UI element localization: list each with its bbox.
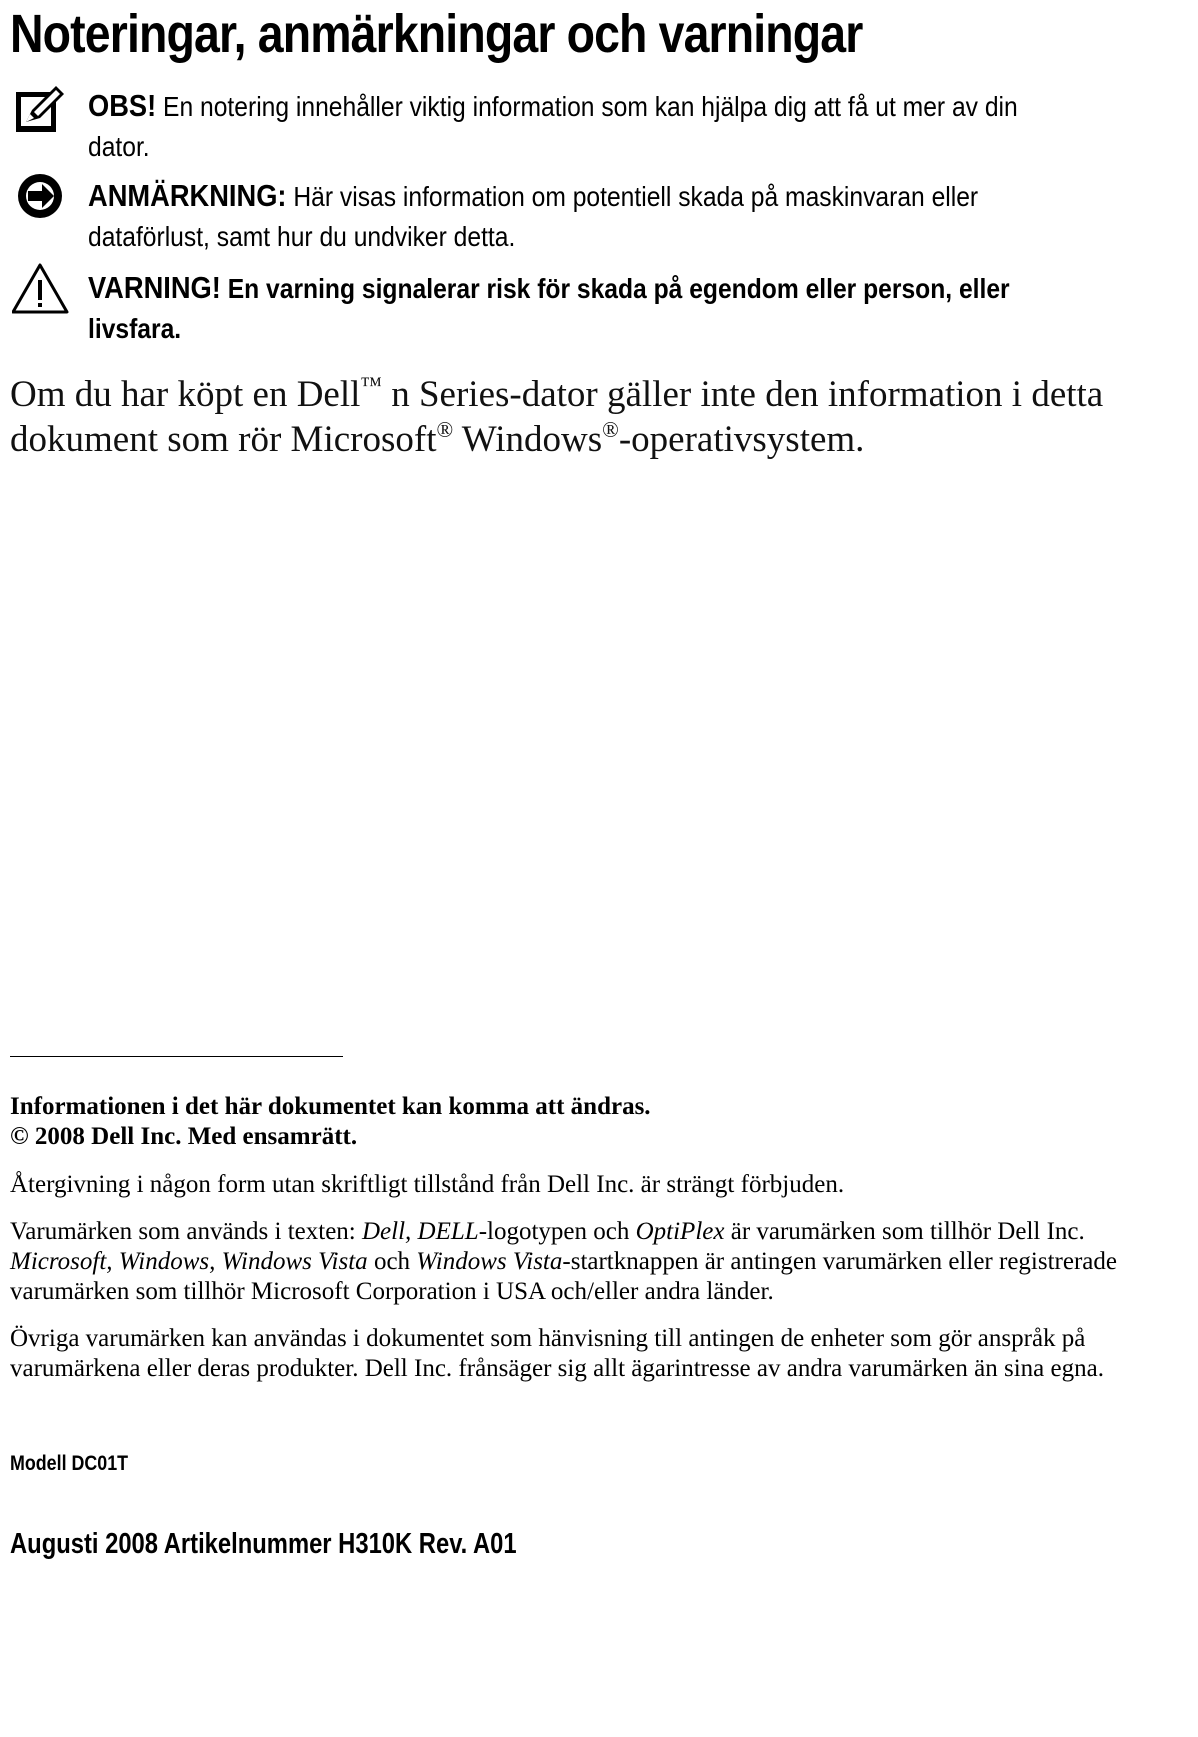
trademark-text: och bbox=[367, 1248, 417, 1275]
trademark-text: , bbox=[106, 1248, 119, 1275]
trademarks-paragraph bbox=[10, 1217, 1190, 1307]
varning-notice bbox=[8, 262, 1188, 342]
page-title: Noteringar, anmärkningar och varningar bbox=[10, 4, 863, 64]
trademark-windows-vista: Windows Vista bbox=[416, 1248, 563, 1275]
warning-triangle-icon bbox=[12, 262, 72, 318]
reproduction-notice: Återgivning i någon form utan skriftligt tillstånd från Dell Inc. är strängt förbjuden. bbox=[10, 1171, 845, 1198]
trademark-windows: Windows bbox=[118, 1248, 210, 1275]
registered-symbol: ® bbox=[602, 417, 619, 442]
trademark-dell-logo: DELL bbox=[417, 1218, 479, 1245]
article-number: Augusti 2008 Artikelnummer H310K Rev. A01 bbox=[10, 1528, 517, 1560]
trademark-text: Varumärken som används i texten: bbox=[10, 1218, 362, 1245]
copyright-line: © 2008 Dell Inc. Med ensamrätt. bbox=[10, 1123, 358, 1150]
trademark-microsoft: Microsoft bbox=[10, 1248, 107, 1275]
anmarkning-body: Här visas information om potentiell skada på maskinvaran eller dataförlust, samt hur du undviker detta. bbox=[88, 181, 979, 252]
trademark-text: , bbox=[209, 1248, 222, 1275]
intro-text-2: n Series-dator gäller inte den information i detta dokument som rör Microsoft bbox=[10, 374, 1104, 460]
obs-body: En notering innehåller viktig information som kan hjälpa dig att få ut mer av din dator. bbox=[88, 91, 1018, 162]
other-trademarks-paragraph: Övriga varumärken kan användas i dokumentet som hänvisning till antingen de enheter som gör anspråk på varumärkena eller deras produkter. Dell Inc. frånsäger sig allt ägarintresse av andra varumärken än sina egna. bbox=[10, 1325, 1104, 1382]
trademark-text: , bbox=[405, 1218, 418, 1245]
anmarkning-text bbox=[88, 176, 1074, 257]
pencil-note-icon bbox=[12, 82, 72, 138]
anmarkning-lead: ANMÄRKNING: bbox=[88, 178, 287, 213]
trademark-windows-vista: Windows Vista bbox=[221, 1248, 368, 1275]
trademark-text: -startknappen är antingen varumärken eller registrerade varumärken som tillhör Microsoft Corporation i USA och/eller andra länder. bbox=[10, 1248, 1117, 1305]
intro-text-3: Windows bbox=[453, 419, 603, 460]
arrow-circle-icon bbox=[12, 172, 72, 228]
obs-notice bbox=[8, 80, 1188, 160]
intro-paragraph bbox=[10, 372, 1190, 462]
footnote-divider bbox=[10, 1056, 343, 1057]
intro-text-1: Om du har köpt en Dell bbox=[10, 374, 361, 415]
change-notice: Informationen i det här dokumentet kan komma att ändras. bbox=[10, 1093, 651, 1120]
trademark-text: -logotypen och bbox=[478, 1218, 636, 1245]
trademark-optiplex: OptiPlex bbox=[635, 1218, 725, 1245]
model-number: Modell DC01T bbox=[10, 1452, 129, 1475]
varning-lead: VARNING! bbox=[88, 270, 221, 305]
obs-text bbox=[88, 86, 1074, 167]
varning-body: En varning signalerar risk för skada på egendom eller person, eller livsfara. bbox=[88, 273, 1010, 344]
obs-lead: OBS! bbox=[88, 88, 157, 123]
trademark-dell: Dell bbox=[362, 1218, 406, 1245]
trademark-text: är varumärken som tillhör Dell Inc. bbox=[724, 1218, 1085, 1245]
trademark-symbol: ™ bbox=[360, 372, 382, 397]
registered-symbol: ® bbox=[436, 417, 454, 442]
varning-text bbox=[88, 268, 1074, 349]
anmarkning-notice bbox=[8, 170, 1188, 250]
intro-text-4: -operativsystem. bbox=[618, 419, 865, 460]
